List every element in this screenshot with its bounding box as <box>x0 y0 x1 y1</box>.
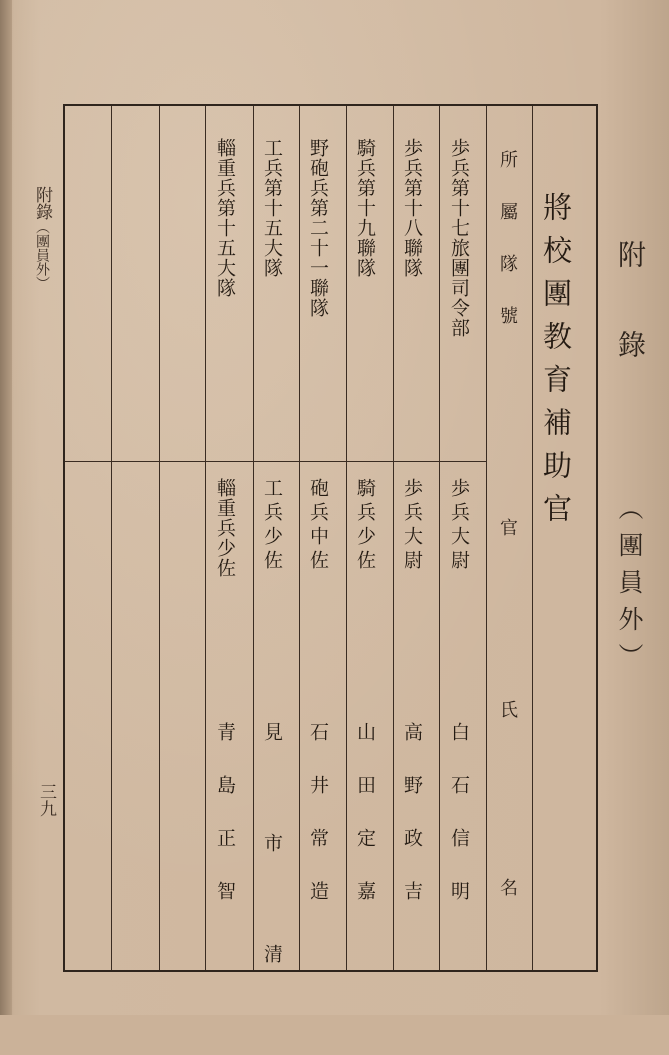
header-name-a: 氏 <box>497 700 518 718</box>
unit-cell: 工兵第十五大隊 <box>261 138 283 278</box>
rank-cell: 歩兵大尉 <box>401 478 423 574</box>
running-title-main: 附錄 <box>32 186 52 220</box>
name-cell: 石井常造 <box>307 722 329 934</box>
rank-cell: 砲兵中佐 <box>307 478 329 574</box>
page-number: 三九 <box>36 783 56 817</box>
column-rule <box>111 106 112 970</box>
unit-cell: 輜重兵第十五大隊 <box>214 138 236 298</box>
rank-cell: 騎兵少佐 <box>354 478 376 574</box>
column-rule <box>205 106 206 970</box>
name-cell: 青島正智 <box>214 722 236 934</box>
rank-cell: 歩兵大尉 <box>448 478 470 574</box>
unit-cell: 歩兵第十八聯隊 <box>401 138 423 278</box>
header-name-b: 名 <box>497 878 518 896</box>
unit-cell: 野砲兵第二十一聯隊 <box>307 138 329 318</box>
name-cell: 見市清 <box>261 722 283 1055</box>
unit-cell: 騎兵第十九聯隊 <box>354 138 376 278</box>
column-rule <box>393 106 394 970</box>
table-title: 將校團教育補助官 <box>539 192 573 536</box>
header-rank: 官 <box>497 518 518 536</box>
rank-cell: 輜重兵少佐 <box>214 478 236 578</box>
appendix-subheading: （團員外） <box>615 495 644 680</box>
running-title <box>32 186 52 290</box>
running-title-sub: （團員外） <box>34 220 50 290</box>
column-rule <box>439 106 440 970</box>
name-cell: 山田定嘉 <box>354 722 376 934</box>
column-rule <box>532 106 533 970</box>
name-cell: 白石信明 <box>448 722 470 934</box>
appendix-heading: 附錄 <box>614 240 647 420</box>
rank-cell: 工兵少佐 <box>261 478 283 574</box>
row-rule <box>65 461 486 462</box>
name-cell: 高野政吉 <box>401 722 423 934</box>
column-rule <box>299 106 300 970</box>
column-rule <box>159 106 160 970</box>
column-rule <box>346 106 347 970</box>
column-rule <box>486 106 487 970</box>
unit-cell: 歩兵第十七旅團司令部 <box>448 138 470 338</box>
header-unit: 所屬隊號 <box>497 150 518 358</box>
book-gutter <box>0 0 12 1015</box>
column-rule <box>253 106 254 970</box>
